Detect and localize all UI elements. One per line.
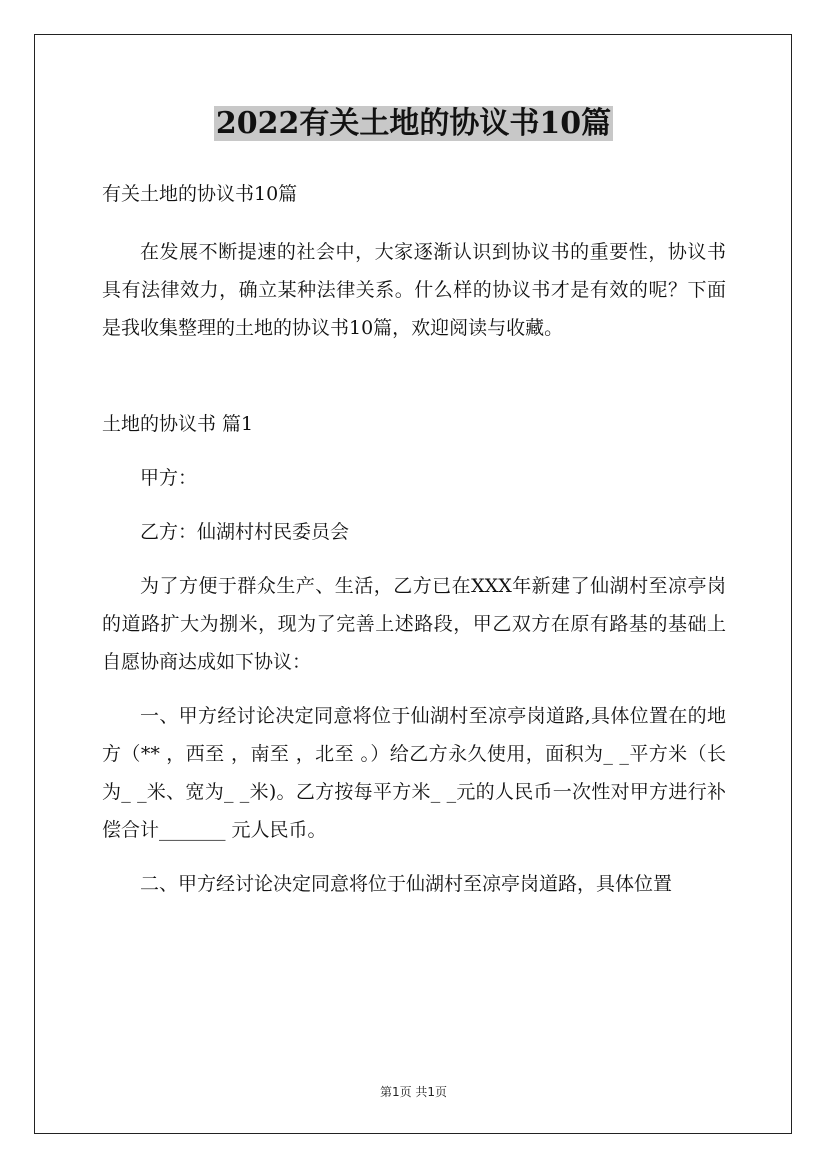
section-heading: 土地的协议书 篇1 (102, 413, 254, 435)
document-body (102, 175, 726, 903)
party-b-line: 乙方：仙湖村村民委员会 (140, 521, 350, 543)
clause-one: 一、甲方经讨论决定同意将位于仙湖村至凉亭岗道路,具体位置在的地方（** ，西至 ，南至 ，北至 。）给乙方永久使用，面积为_ _平方米（长为_ _米、宽为_ _米)。乙方按每平方米_ _元的人民币一次性对甲方进行补偿合计_______ 元人民币。 (102, 705, 726, 841)
page-footer (0, 1083, 827, 1100)
page-number: 第1页 共1页 (379, 1085, 448, 1099)
document-title (0, 104, 827, 144)
clause-two: 二、甲方经讨论决定同意将位于仙湖村至凉亭岗道路，具体位置 (140, 873, 673, 895)
document-subtitle: 有关土地的协议书10篇 (102, 183, 298, 205)
party-a-line: 甲方： (140, 467, 198, 489)
intro-paragraph: 在发展不断提速的社会中，大家逐渐认识到协议书的重要性，协议书具有法律效力，确立某种法律关系。什么样的协议书才是有效的呢？下面是我收集整理的土地的协议书10篇，欢迎阅读与收藏。 (102, 241, 726, 339)
agreement-paragraph: 为了方便于群众生产、生活，乙方已在XXX年新建了仙湖村至凉亭岗的道路扩大为捌米，现为了完善上述路段，甲乙双方在原有路基的基础上自愿协商达成如下协议： (102, 575, 726, 673)
document-title-text: 2022有关土地的协议书10篇 (215, 106, 612, 141)
